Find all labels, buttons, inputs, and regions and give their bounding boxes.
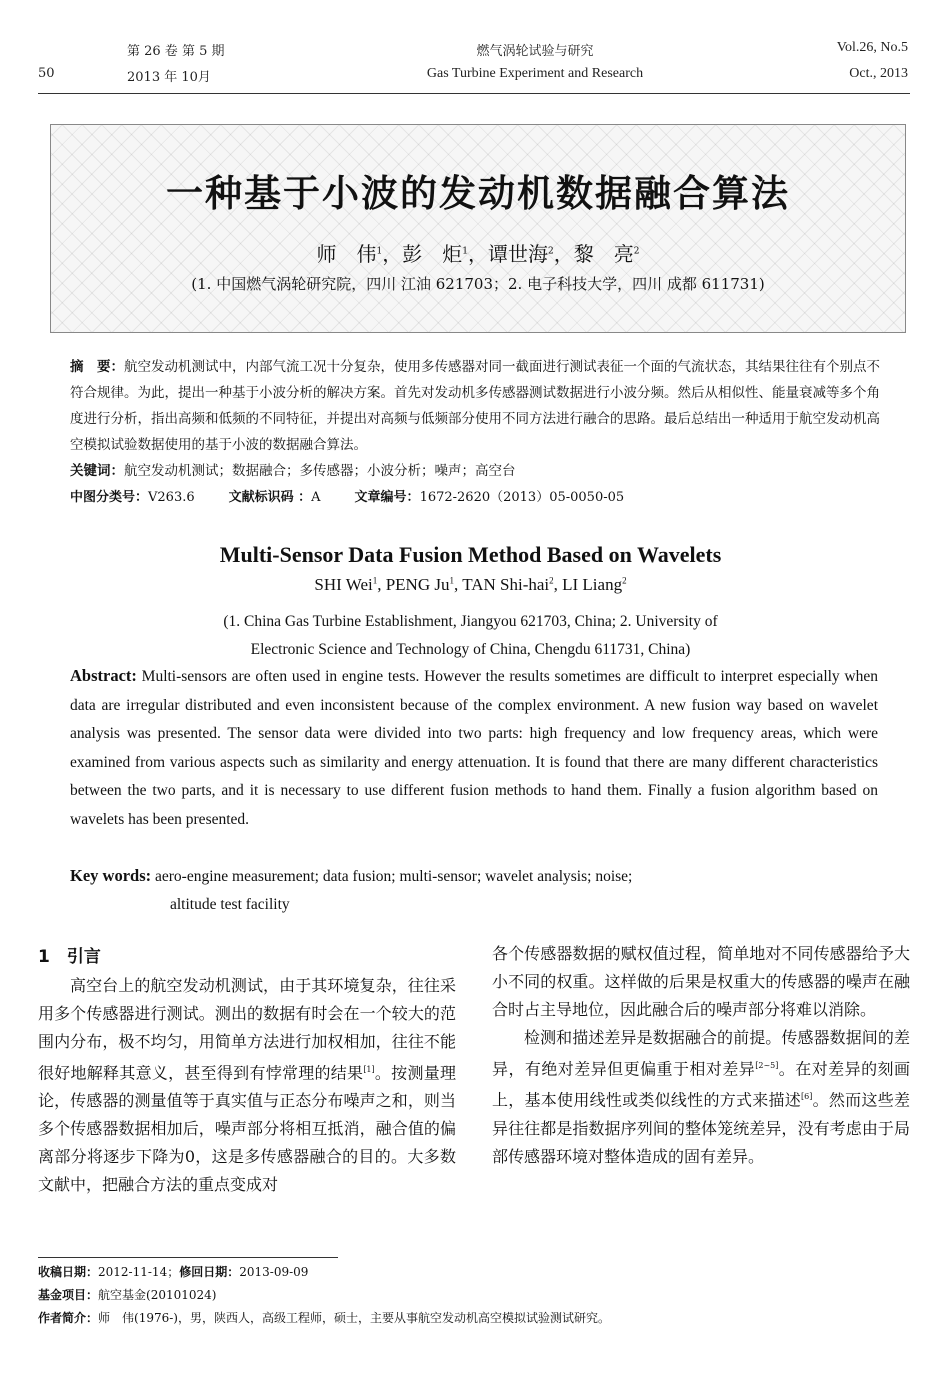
header-rule xyxy=(38,93,910,94)
affiliation-en-line: (1. China Gas Turbine Establishment, Jiangyou 621703, China; 2. University of xyxy=(223,613,718,630)
volume-en: Vol.26, No.5 xyxy=(836,40,908,55)
author-en: SHI Wei xyxy=(314,575,373,594)
fund-value: 航空基金(20101024) xyxy=(98,1288,217,1302)
fund-label: 基金项目： xyxy=(38,1288,99,1302)
affiliation-en-line: Electronic Science and Technology of China, Chengdu 611731, China) xyxy=(250,641,691,658)
clc-value: V263.6 xyxy=(148,490,195,505)
keywords-cn-label: 关键词： xyxy=(70,463,124,479)
body-paragraph xyxy=(38,972,456,1199)
author-mark: 1 xyxy=(376,246,383,257)
abstract-en-text: Multi-sensors are often used in engine tests. However the results sometimes are difficult to interpret especially when data are irregular distributed and even inconsistent because of the complex environment. A new fusion way based on wavelet analysis was presented. The sensor data were divided into two parts: high frequency and low frequency areas, which were examined from various aspects such as similarity and energy attenuation. It is found that there are many different characteristics between the two parts, and it is necessary to use different fusion methods to hand them. Finally a fusion algorithm based on wavelets has been presented. xyxy=(70,668,878,828)
affiliation-en xyxy=(0,608,941,664)
clc-label: 中图分类号： xyxy=(70,490,149,505)
article-no-value: 1672-2620（2013）05-0050-05 xyxy=(419,490,625,505)
author-mark: 1 xyxy=(449,575,454,586)
doc-code-label: 文献标识码 ： xyxy=(228,490,312,505)
author-cn: 谭世海 xyxy=(488,242,548,266)
body-column-right xyxy=(492,940,910,1171)
revised-date: 2013-09-09 xyxy=(239,1265,309,1279)
author-mark: 2 xyxy=(549,575,554,586)
paper-title-cn: 一种基于小波的发动机数据融合算法 xyxy=(166,172,790,215)
title-box xyxy=(50,124,906,333)
footnote-bio xyxy=(38,1308,610,1329)
author-mark: 2 xyxy=(548,246,554,257)
abstract-en-label: Abstract: xyxy=(70,666,137,685)
footnote-rule xyxy=(38,1257,338,1258)
section-heading: 1 引言 xyxy=(38,947,101,967)
author-en: LI Liang xyxy=(562,575,623,594)
author-cn: 彭 炬 xyxy=(402,242,463,266)
classification-line xyxy=(70,486,624,505)
date-cn: 2013 年 10月 xyxy=(127,70,211,85)
author-en: PENG Ju xyxy=(385,575,450,594)
received-label: 收稿日期： xyxy=(38,1265,99,1279)
author-cn: 师 伟 xyxy=(316,242,377,266)
body-paragraph: 各个传感器数据的赋权值过程，简单地对不同传感器给予大小不同的权重。这样做的后果是权重大的传感器的噪声在融合时占主导地位，因此融合后的噪声部分将难以消除。 xyxy=(492,944,910,1019)
footnote-fund xyxy=(38,1285,216,1306)
keywords-en-label: Key words: xyxy=(70,866,152,885)
author-en: TAN Shi-hai xyxy=(462,575,550,594)
article-no-label: 文章编号： xyxy=(354,490,420,505)
body-text: 。然而这些差异往往都是指数据序列间的整体笼统差异，没有考虑由于局部传感器环境对整体造成的固有差异。 xyxy=(492,1090,910,1166)
body-text: 。在对差异的刻画上，基本使用线性或类似线性的方式来描述 xyxy=(492,1059,910,1110)
volume-cn: 第 26 卷 第 5 期 xyxy=(127,44,225,59)
doc-code-value: A xyxy=(311,490,321,505)
abstract-cn xyxy=(70,354,882,484)
keywords-en xyxy=(70,862,878,919)
authors-en: SHI Wei$^1$, PENG Ju$^1$, TAN Shi-hai$^2$, LI Liang$^2$ xyxy=(314,575,627,594)
keywords-cn: 航空发动机测试；数据融合；多传感器；小波分析；噪声；高空台 xyxy=(124,463,516,479)
date-en: Oct., 2013 xyxy=(849,66,908,81)
revised-label: 修回日期： xyxy=(179,1265,240,1279)
body-text: 。按测量理论，传感器的测量值等于真实值与正态分布噪声之和，则当多个传感器数据相加后，噪声部分将相互抵消，融合值的偏离部分将逐步下降为0，这是多传感器融合的目的。大多数文献中，把融合方法的重点变成对 xyxy=(38,1063,456,1195)
authors-cn: 师 伟$^1$，彭 炬$^1$，谭世海$^2$，黎 亮$^2$ xyxy=(316,242,640,266)
body-text: 高空台上的航空发动机测试，由于其环境复杂，往往采用多个传感器进行测试。测出的数据有时会在一个较大的范围内分布，极不均匀，用简单方法进行加权相加，往往不能很好地解释其意义，甚至得到有悖常理的结果 xyxy=(38,976,456,1083)
affiliation-cn: (1. 中国燃气涡轮研究院，四川 江油 621703；2. 电子科技大学，四川 成都 611731) xyxy=(191,275,765,293)
body-text: 检测和描述差异是数据融合的前提。传感器数据间的差异，有绝对差异但更偏重于相对差异 xyxy=(492,1028,910,1079)
body-paragraph xyxy=(492,1024,910,1171)
paper-title-en: Multi-Sensor Data Fusion Method Based on Wavelets xyxy=(219,542,722,567)
author-cn: 黎 亮 xyxy=(573,242,634,266)
author-mark: 1 xyxy=(372,575,378,586)
body-column-left xyxy=(38,942,456,1199)
footnote-dates xyxy=(38,1262,308,1283)
author-mark: 2 xyxy=(633,246,640,257)
bio-value: 师 伟(1976-)，男，陕西人，高级工程师，硕士，主要从事航空发动机高空模拟试验测试研究。 xyxy=(98,1311,610,1325)
page-number: 50 xyxy=(38,66,55,81)
abstract-cn-label: 摘 要： xyxy=(70,359,124,375)
keywords-en-line: altitude test facility xyxy=(170,896,290,913)
journal-name-en: Gas Turbine Experiment and Research xyxy=(426,66,644,81)
abstract-en xyxy=(70,662,878,834)
citation: [6] xyxy=(801,1092,813,1102)
author-mark: 2 xyxy=(622,575,627,586)
author-mark: 1 xyxy=(462,246,468,257)
journal-name-cn: 燃气涡轮试验与研究 xyxy=(476,44,594,59)
citation: [2~5] xyxy=(755,1061,779,1070)
bio-label: 作者简介： xyxy=(38,1311,99,1325)
received-date: 2012-11-14； xyxy=(98,1265,180,1279)
citation: [1] xyxy=(363,1065,375,1074)
keywords-en-line: aero-engine measurement; data fusion; multi-sensor; wavelet analysis; noise; xyxy=(155,868,633,885)
abstract-cn-text: 航空发动机测试中，内部气流工况十分复杂，使用多传感器对同一截面进行测试表征一个面的气流状态，其结果往往有个别点不符合规律。为此，提出一种基于小波分析的解决方案。首先对发动机多传感器测试数据进行小波分频。然后从相似性、能量衰减等多个角度进行分析，指出高频和低频的不同特征，并提出对高频与低频部分使用不同方法进行融合的思路。最后总结出一种适用于航空发动机高空模拟试验数据使用的基于小波的数据融合算法。 xyxy=(70,359,880,453)
